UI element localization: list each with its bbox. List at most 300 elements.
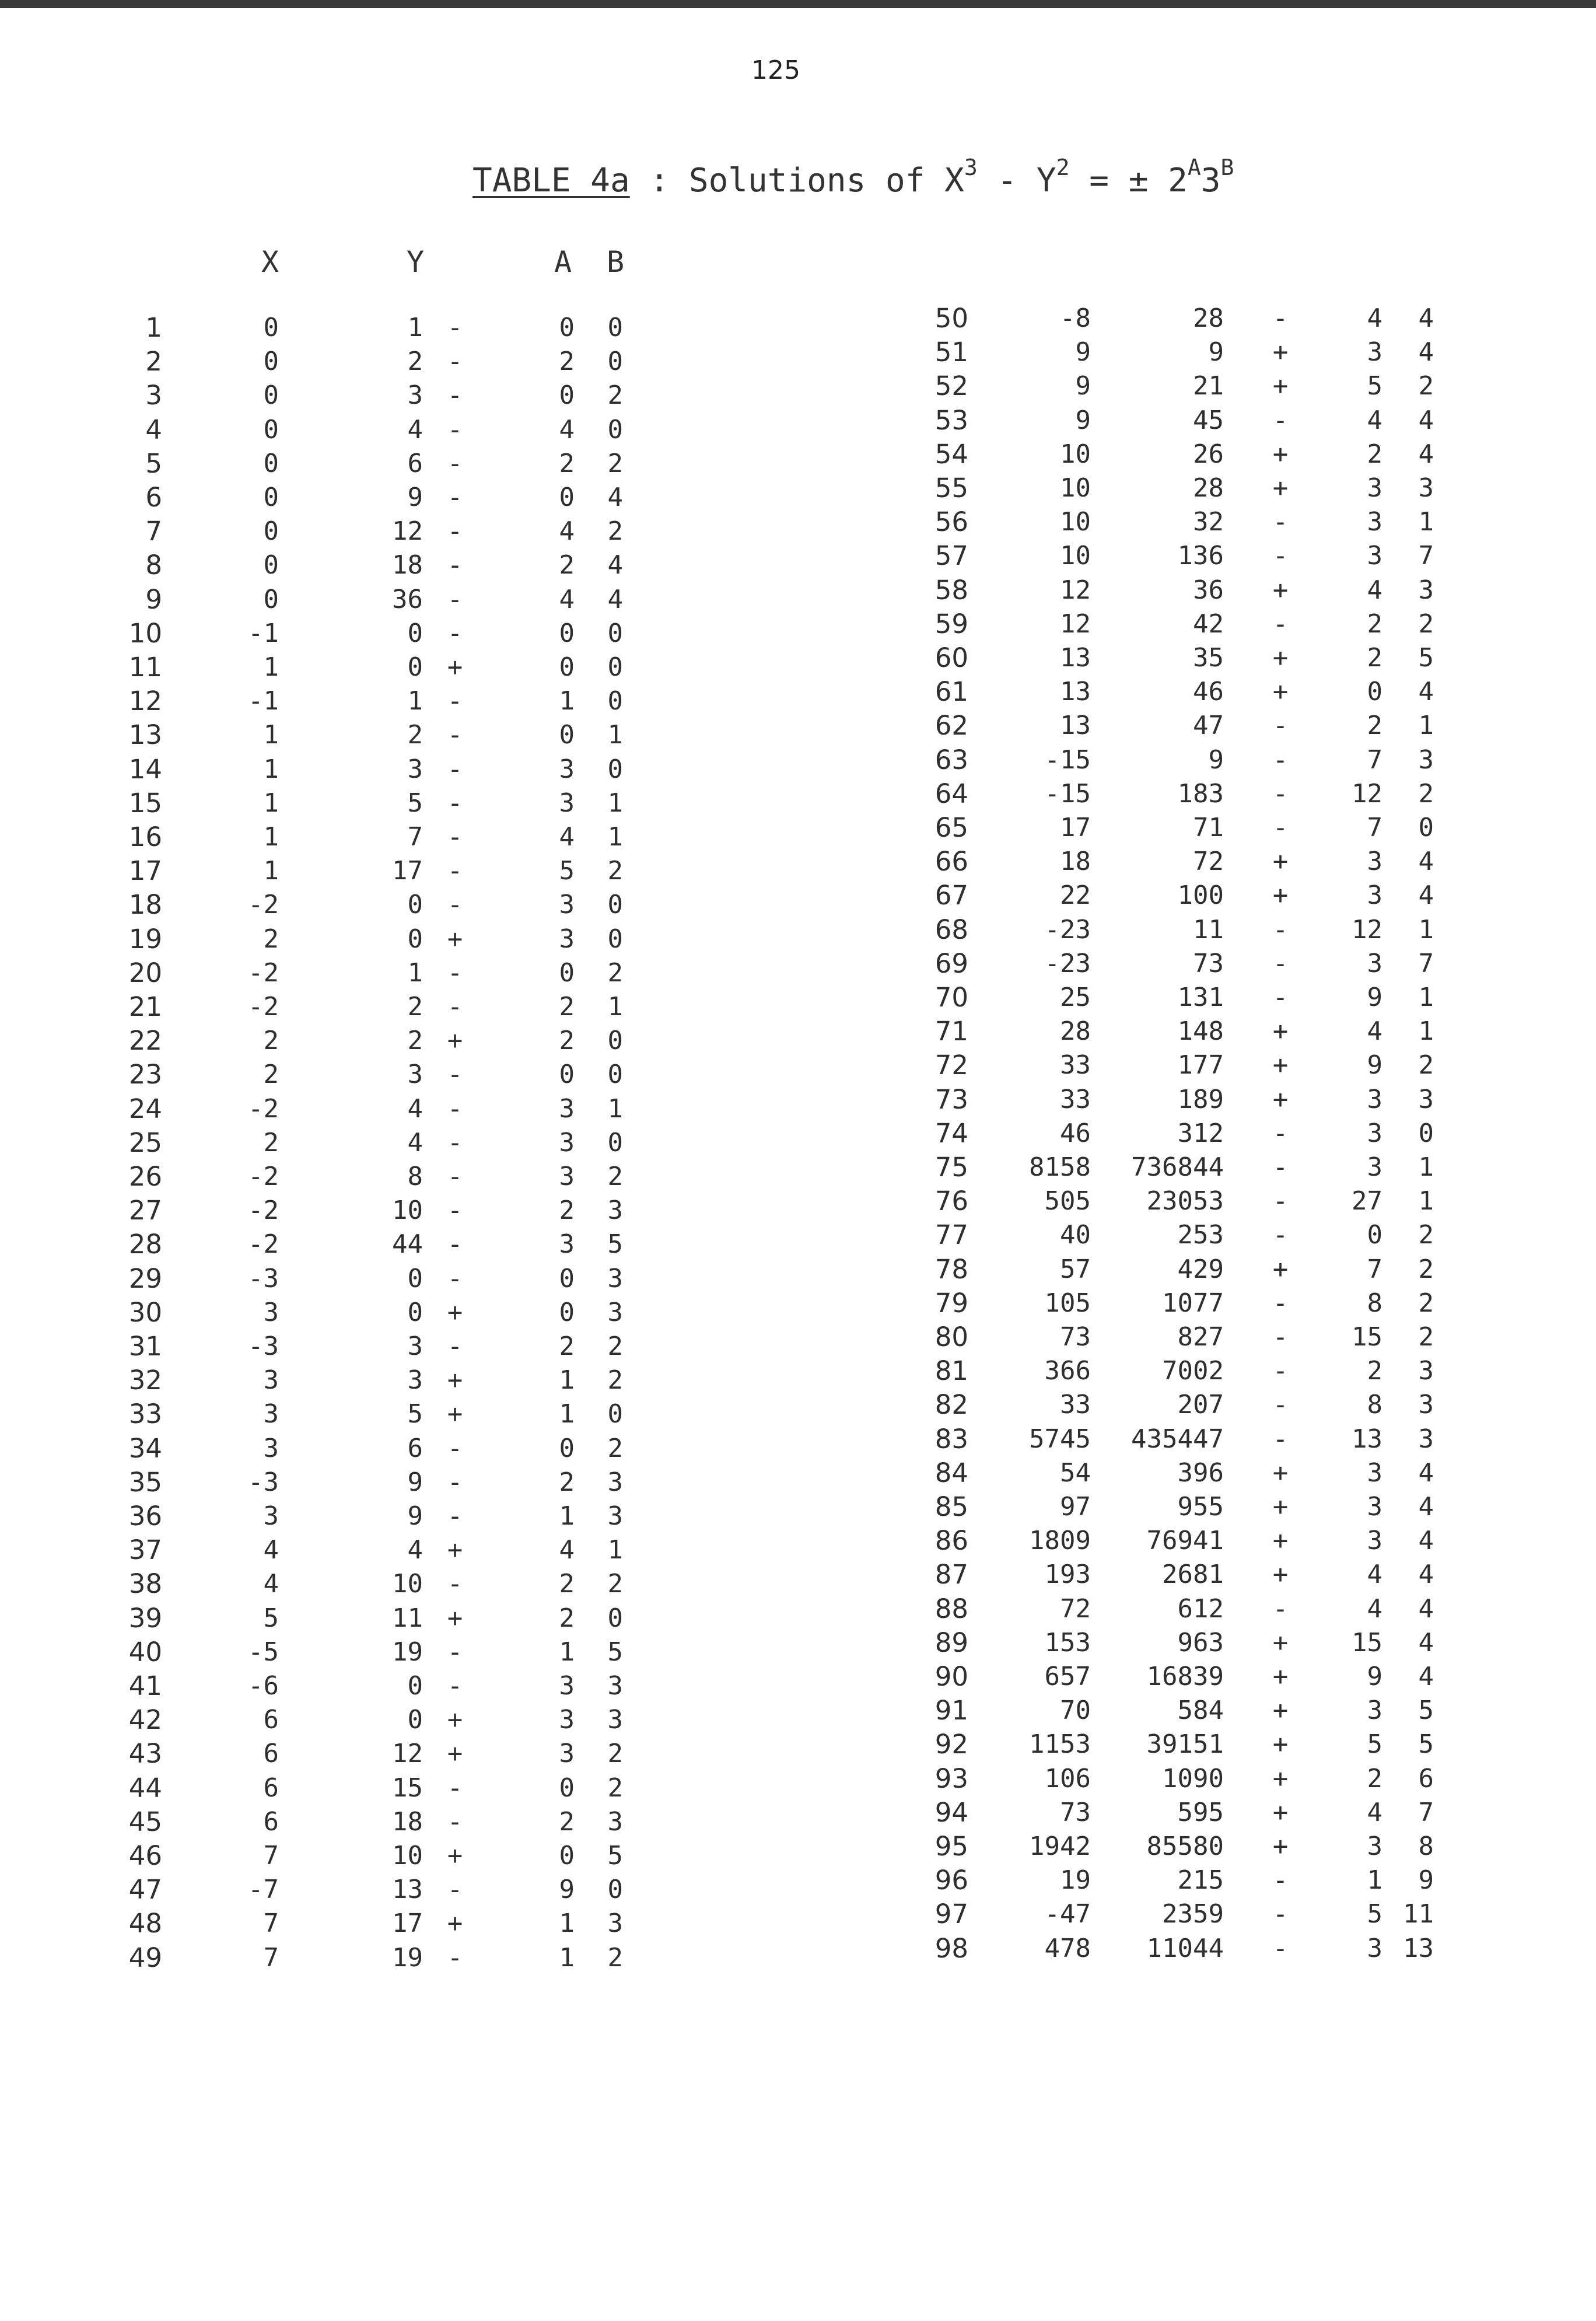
cell-sign: - <box>1272 609 1289 639</box>
cell-x: 6 <box>263 1705 279 1735</box>
cell-x: 10 <box>1060 473 1091 503</box>
cell-index: 27 <box>128 1195 162 1226</box>
cell-y: 44 <box>392 1229 423 1260</box>
cell-index: 37 <box>128 1534 162 1566</box>
cell-index: 40 <box>128 1636 162 1668</box>
cell-a: 4 <box>559 584 575 614</box>
cell-b: 0 <box>607 890 623 920</box>
cell-a: 4 <box>1367 405 1382 435</box>
header-y: Y <box>407 245 425 279</box>
cell-y: 3 <box>407 754 423 784</box>
cell-b: 4 <box>1418 880 1434 911</box>
cell-sign: + <box>1272 1084 1289 1114</box>
cell-sign: - <box>1272 1593 1289 1624</box>
table-name: TABLE 4a <box>473 162 630 200</box>
cell-y: 7002 <box>1162 1356 1224 1386</box>
cell-y: 3 <box>407 1331 423 1361</box>
cell-x: 40 <box>1060 1220 1091 1250</box>
cell-y: 17 <box>392 856 423 886</box>
cell-index: 95 <box>935 1831 968 1862</box>
cell-a: 1 <box>559 1501 575 1531</box>
cell-sign: - <box>447 1671 463 1701</box>
cell-y: 35 <box>1193 643 1224 673</box>
cell-a: 5 <box>1367 1899 1382 1929</box>
cell-x: -2 <box>248 992 279 1022</box>
title-minus-y: - Y <box>997 162 1056 200</box>
cell-y: 28 <box>1193 303 1224 333</box>
cell-a: 4 <box>1367 575 1382 605</box>
cell-index: 49 <box>128 1942 162 1973</box>
cell-b: 4 <box>1418 303 1434 333</box>
cell-sign: + <box>1272 439 1289 469</box>
cell-x: 5 <box>263 1603 279 1633</box>
cell-sign: + <box>1272 371 1289 401</box>
cell-y: 2 <box>407 992 423 1022</box>
cell-x: 9 <box>1075 371 1091 401</box>
cell-x: 0 <box>263 448 279 478</box>
cell-sign: + <box>1272 1254 1289 1284</box>
cell-a: 2 <box>559 347 575 377</box>
cell-sign: - <box>447 992 463 1022</box>
cell-a: 12 <box>1352 914 1382 945</box>
cell-sign: - <box>1272 1186 1289 1217</box>
cell-b: 4 <box>1418 337 1434 368</box>
cell-b: 2 <box>607 516 623 547</box>
cell-b: 0 <box>607 652 623 682</box>
cell-index: 68 <box>935 914 968 945</box>
cell-x: 97 <box>1060 1492 1091 1522</box>
cell-a: 3 <box>559 1705 575 1735</box>
cell-index: 72 <box>935 1050 968 1081</box>
cell-x: 1942 <box>1029 1831 1091 1861</box>
cell-y: 612 <box>1177 1593 1224 1624</box>
cell-b: 2 <box>607 957 623 988</box>
cell-a: 3 <box>1367 880 1382 911</box>
cell-sign: - <box>1272 948 1289 978</box>
cell-x: 366 <box>1044 1356 1091 1386</box>
cell-a: 3 <box>559 1093 575 1124</box>
cell-sign: - <box>447 1875 463 1905</box>
cell-index: 65 <box>935 812 968 843</box>
cell-a: 3 <box>1367 1831 1382 1861</box>
cell-b: 2 <box>1418 1050 1434 1081</box>
cell-a: 4 <box>1367 1016 1382 1047</box>
cell-y: 1 <box>407 313 423 342</box>
cell-y: 2 <box>407 347 423 377</box>
cell-index: 38 <box>128 1568 162 1600</box>
cell-sign: - <box>1272 405 1289 435</box>
cell-sign: - <box>1272 1288 1289 1318</box>
cell-index: 47 <box>128 1874 162 1906</box>
cell-b: 7 <box>1418 1797 1434 1827</box>
cell-sign: - <box>447 550 463 581</box>
cell-b: 4 <box>1418 1492 1434 1522</box>
cell-index: 57 <box>935 540 968 572</box>
cell-y: 39151 <box>1146 1729 1224 1760</box>
cell-index: 62 <box>935 710 968 742</box>
cell-sign: - <box>1272 1152 1289 1182</box>
cell-y: 0 <box>407 1263 423 1294</box>
cell-x: -2 <box>248 1093 279 1124</box>
cell-index: 15 <box>128 787 162 819</box>
cell-sign: - <box>447 414 463 445</box>
cell-index: 64 <box>935 778 968 809</box>
cell-b: 3 <box>607 1467 623 1497</box>
cell-b: 1 <box>607 720 623 750</box>
cell-y: 11044 <box>1146 1933 1224 1963</box>
title-exp-a: A <box>1187 155 1201 180</box>
cell-sign: - <box>447 448 463 478</box>
cell-a: 2 <box>559 1467 575 1497</box>
cell-sign: + <box>447 652 463 682</box>
cell-b: 2 <box>1418 1220 1434 1250</box>
cell-b: 2 <box>607 1433 623 1463</box>
cell-b: 6 <box>1418 1763 1434 1794</box>
cell-x: 46 <box>1060 1118 1091 1148</box>
cell-index: 84 <box>935 1457 968 1488</box>
cell-x: 0 <box>263 347 279 377</box>
cell-y: 827 <box>1177 1322 1224 1352</box>
cell-b: 0 <box>607 1603 623 1633</box>
cell-x: 1 <box>263 754 279 784</box>
cell-x: -6 <box>248 1671 279 1701</box>
cell-sign: + <box>447 1705 463 1735</box>
cell-index: 59 <box>935 608 968 639</box>
cell-x: 2 <box>263 1127 279 1158</box>
cell-a: 2 <box>1367 643 1382 673</box>
cell-x: 73 <box>1060 1797 1091 1827</box>
cell-index: 34 <box>128 1432 162 1464</box>
cell-a: 7 <box>1367 744 1382 775</box>
cell-y: 15 <box>392 1773 423 1803</box>
cell-x: 25 <box>1060 983 1091 1012</box>
cell-sign: - <box>447 380 463 411</box>
cell-a: 3 <box>1367 337 1382 368</box>
cell-b: 1 <box>607 1093 623 1124</box>
cell-a: 0 <box>559 1433 575 1463</box>
title-text: Solutions of X <box>688 162 964 200</box>
cell-a: 1 <box>1367 1865 1382 1896</box>
cell-index: 21 <box>128 991 162 1022</box>
cell-index: 11 <box>128 652 162 683</box>
cell-x: 1 <box>263 652 279 682</box>
cell-a: 3 <box>1367 1492 1382 1522</box>
cell-a: 27 <box>1352 1186 1382 1217</box>
cell-b: 0 <box>607 924 623 954</box>
cell-index: 43 <box>128 1738 162 1770</box>
cell-x: 478 <box>1044 1933 1091 1963</box>
cell-y: 9 <box>1208 337 1224 368</box>
cell-sign: - <box>1272 778 1289 809</box>
cell-y: 18 <box>392 550 423 581</box>
cell-sign: - <box>1272 1118 1289 1148</box>
cell-y: 7 <box>407 822 423 852</box>
cell-x: 657 <box>1044 1662 1091 1691</box>
cell-a: 2 <box>559 1603 575 1633</box>
cell-index: 33 <box>128 1399 162 1430</box>
cell-b: 2 <box>1418 1254 1434 1284</box>
title-colon: : <box>649 162 670 200</box>
cell-y: 435447 <box>1131 1424 1224 1454</box>
cell-b: 1 <box>1418 1152 1434 1182</box>
cell-y: 148 <box>1177 1016 1224 1047</box>
cell-b: 3 <box>1418 744 1434 775</box>
cell-y: 2 <box>407 720 423 750</box>
cell-y: 595 <box>1177 1797 1224 1827</box>
cell-index: 89 <box>935 1627 968 1658</box>
cell-b: 3 <box>607 1297 623 1327</box>
cell-sign: + <box>1272 1457 1289 1488</box>
cell-index: 1 <box>145 312 162 343</box>
cell-a: 0 <box>559 618 575 648</box>
cell-b: 4 <box>1418 405 1434 435</box>
title-exp-y: 2 <box>1056 155 1070 180</box>
cell-a: 1 <box>559 1399 575 1429</box>
cell-x: 0 <box>263 584 279 614</box>
cell-b: 4 <box>607 584 623 614</box>
cell-sign: + <box>447 1535 463 1565</box>
cell-a: 3 <box>1367 1118 1382 1148</box>
cell-a: 3 <box>1367 948 1382 978</box>
cell-y: 189 <box>1177 1084 1224 1114</box>
cell-sign: + <box>447 1026 463 1056</box>
cell-index: 98 <box>935 1932 968 1964</box>
cell-y: 19 <box>392 1942 423 1973</box>
cell-a: 1 <box>559 1637 575 1667</box>
cell-a: 4 <box>1367 1593 1382 1624</box>
cell-x: 12 <box>1060 609 1091 639</box>
cell-x: 0 <box>263 516 279 547</box>
cell-b: 1 <box>1418 1016 1434 1047</box>
cell-a: 5 <box>1367 371 1382 401</box>
cell-sign: - <box>447 347 463 377</box>
cell-sign: - <box>447 1229 463 1260</box>
cell-index: 92 <box>935 1729 968 1760</box>
cell-y: 13 <box>392 1875 423 1905</box>
cell-index: 90 <box>935 1661 968 1692</box>
cell-a: 0 <box>559 313 575 342</box>
cell-sign: - <box>1272 541 1289 571</box>
cell-sign: - <box>447 1942 463 1973</box>
cell-a: 0 <box>1367 1220 1382 1250</box>
cell-b: 3 <box>607 1705 623 1735</box>
cell-index: 54 <box>935 438 968 470</box>
cell-index: 96 <box>935 1865 968 1896</box>
cell-b: 2 <box>607 1569 623 1599</box>
cell-y: 9 <box>407 1501 423 1531</box>
cell-a: 0 <box>559 720 575 750</box>
cell-a: 2 <box>1367 439 1382 469</box>
cell-x: -15 <box>1044 744 1091 775</box>
cell-x: 1 <box>263 822 279 852</box>
cell-b: 1 <box>1418 1186 1434 1217</box>
cell-sign: - <box>447 618 463 648</box>
cell-y: 215 <box>1177 1865 1224 1896</box>
cell-x: 0 <box>263 550 279 581</box>
cell-y: 0 <box>407 652 423 682</box>
cell-y: 5 <box>407 1399 423 1429</box>
cell-y: 584 <box>1177 1696 1224 1726</box>
cell-x: 10 <box>1060 507 1091 537</box>
cell-index: 32 <box>128 1365 162 1396</box>
cell-a: 3 <box>559 754 575 784</box>
cell-b: 4 <box>1418 439 1434 469</box>
cell-sign: + <box>447 1841 463 1871</box>
cell-y: 12 <box>392 1739 423 1769</box>
cell-a: 2 <box>559 550 575 581</box>
cell-y: 28 <box>1193 473 1224 503</box>
cell-y: 0 <box>407 618 423 648</box>
cell-b: 2 <box>607 1773 623 1803</box>
cell-sign: + <box>447 1297 463 1327</box>
cell-b: 2 <box>607 856 623 886</box>
cell-a: 1 <box>559 686 575 716</box>
cell-sign: - <box>1272 1933 1289 1963</box>
cell-b: 5 <box>607 1229 623 1260</box>
cell-index: 93 <box>935 1763 968 1794</box>
cell-a: 0 <box>559 1060 575 1090</box>
cell-x: -1 <box>248 686 279 716</box>
cell-b: 4 <box>1418 1457 1434 1488</box>
cell-x: -2 <box>248 1162 279 1191</box>
cell-y: 46 <box>1193 677 1224 707</box>
cell-index: 87 <box>935 1559 968 1591</box>
cell-index: 70 <box>935 982 968 1013</box>
cell-b: 1 <box>1418 914 1434 945</box>
cell-index: 50 <box>935 303 968 334</box>
cell-x: -2 <box>248 1229 279 1260</box>
cell-a: 15 <box>1352 1322 1382 1352</box>
cell-x: 6 <box>263 1773 279 1803</box>
cell-sign: + <box>1272 1050 1289 1081</box>
cell-index: 46 <box>128 1840 162 1871</box>
cell-b: 0 <box>607 347 623 377</box>
cell-a: 0 <box>559 1773 575 1803</box>
cell-b: 4 <box>1418 1627 1434 1658</box>
cell-y: 1090 <box>1162 1763 1224 1794</box>
cell-sign: + <box>1272 1763 1289 1794</box>
cell-index: 53 <box>935 404 968 436</box>
cell-sign: - <box>447 788 463 818</box>
cell-a: 3 <box>1367 473 1382 503</box>
cell-y: 47 <box>1193 711 1224 741</box>
cell-y: 183 <box>1177 778 1224 809</box>
cell-sign: - <box>447 957 463 988</box>
cell-a: 7 <box>1367 1254 1382 1284</box>
cell-y: 71 <box>1193 813 1224 843</box>
cell-a: 1 <box>559 1942 575 1973</box>
cell-a: 0 <box>559 483 575 512</box>
cell-sign: - <box>1272 1899 1289 1929</box>
cell-y: 2359 <box>1162 1899 1224 1929</box>
cell-b: 1 <box>1418 983 1434 1012</box>
cell-b: 5 <box>1418 643 1434 673</box>
cell-b: 2 <box>607 1365 623 1396</box>
cell-sign: - <box>447 686 463 716</box>
cell-sign: + <box>1272 1831 1289 1861</box>
cell-index: 8 <box>145 550 162 581</box>
cell-sign: + <box>1272 847 1289 877</box>
cell-x: -5 <box>248 1637 279 1667</box>
cell-b: 3 <box>1418 1424 1434 1454</box>
cell-b: 0 <box>1418 1118 1434 1148</box>
cell-index: 44 <box>128 1772 162 1803</box>
cell-x: -3 <box>248 1467 279 1497</box>
cell-x: 72 <box>1060 1593 1091 1624</box>
cell-b: 2 <box>1418 1288 1434 1318</box>
cell-b: 3 <box>1418 1084 1434 1114</box>
cell-index: 86 <box>935 1525 968 1557</box>
cell-sign: - <box>1272 1390 1289 1420</box>
cell-x: 73 <box>1060 1322 1091 1352</box>
cell-y: 312 <box>1177 1118 1224 1148</box>
cell-index: 67 <box>935 880 968 911</box>
cell-x: 5745 <box>1029 1424 1091 1454</box>
header-b: B <box>607 245 625 279</box>
cell-y: 32 <box>1193 507 1224 537</box>
cell-a: 15 <box>1352 1627 1382 1658</box>
cell-a: 2 <box>559 1196 575 1226</box>
cell-a: 2 <box>1367 711 1382 741</box>
cell-y: 10 <box>392 1569 423 1599</box>
cell-x: 10 <box>1060 541 1091 571</box>
cell-b: 3 <box>607 1263 623 1294</box>
cell-b: 4 <box>607 550 623 581</box>
cell-b: 0 <box>607 1875 623 1905</box>
cell-b: 8 <box>1418 1831 1434 1861</box>
cell-index: 4 <box>145 414 162 445</box>
cell-b: 3 <box>1418 1356 1434 1386</box>
cell-y: 45 <box>1193 405 1224 435</box>
cell-b: 2 <box>607 1162 623 1191</box>
cell-y: 4 <box>407 1535 423 1565</box>
cell-sign: + <box>1272 1016 1289 1047</box>
cell-a: 0 <box>559 957 575 988</box>
cell-a: 4 <box>559 1535 575 1565</box>
cell-x: 33 <box>1060 1390 1091 1420</box>
cell-index: 31 <box>128 1331 162 1362</box>
cell-a: 3 <box>559 788 575 818</box>
cell-x: 2 <box>263 1026 279 1056</box>
cell-x: 4 <box>263 1535 279 1565</box>
cell-b: 1 <box>607 822 623 852</box>
cell-a: 2 <box>559 1569 575 1599</box>
cell-a: 3 <box>1367 1933 1382 1963</box>
cell-sign: + <box>1272 1526 1289 1556</box>
cell-sign: - <box>447 1127 463 1158</box>
cell-a: 0 <box>559 652 575 682</box>
cell-sign: - <box>447 1433 463 1463</box>
cell-sign: - <box>447 1331 463 1361</box>
cell-a: 1 <box>559 1908 575 1939</box>
cell-index: 14 <box>128 753 162 785</box>
cell-x: 0 <box>263 414 279 445</box>
cell-index: 79 <box>935 1287 968 1319</box>
cell-y: 0 <box>407 890 423 920</box>
cell-sign: + <box>1272 880 1289 911</box>
cell-a: 3 <box>1367 847 1382 877</box>
cell-y: 207 <box>1177 1390 1224 1420</box>
cell-a: 0 <box>559 1297 575 1327</box>
cell-sign: + <box>1272 643 1289 673</box>
cell-a: 0 <box>559 380 575 411</box>
cell-sign: - <box>447 516 463 547</box>
table-title <box>473 155 1234 200</box>
cell-b: 2 <box>1418 609 1434 639</box>
cell-x: 193 <box>1044 1560 1091 1590</box>
cell-x: 8158 <box>1029 1152 1091 1182</box>
cell-y: 36 <box>392 584 423 614</box>
